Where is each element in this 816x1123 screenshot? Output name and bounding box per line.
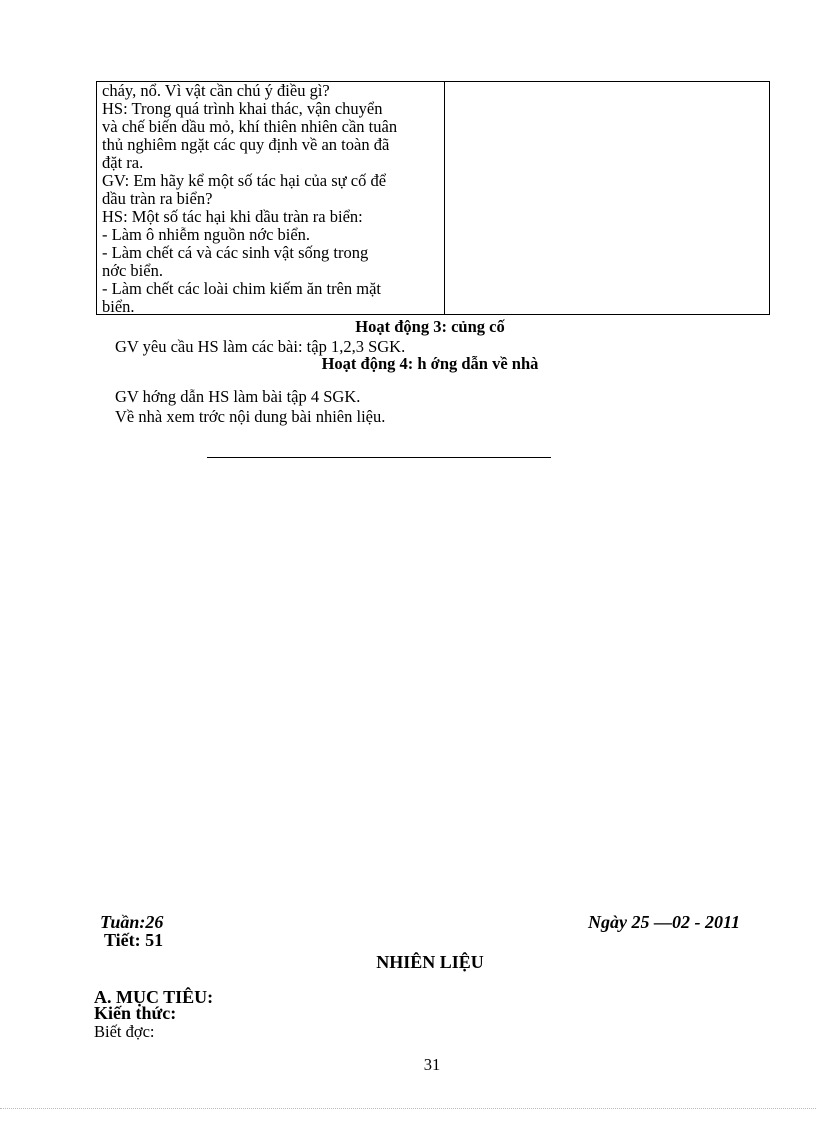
section-divider xyxy=(207,457,551,458)
knowledge-intro: Biết đợc: xyxy=(94,1022,155,1041)
table-line: thủ nghiêm ngặt các quy định về an toàn đã xyxy=(102,135,390,154)
activity3-heading: Hoạt động 3: củng cố xyxy=(355,317,505,336)
table-line: HS: Một số tác hại khi dầu tràn ra biển: xyxy=(102,207,363,226)
table-right-cell xyxy=(445,82,769,314)
activity4-heading: Hoạt động 4: h ớng dẫn về nhà xyxy=(321,354,539,373)
activity3-text: GV yêu cầu HS làm các bài: tập 1,2,3 SGK. xyxy=(115,337,406,356)
section-a-heading: A. MỤC TIÊU: xyxy=(94,987,214,1007)
date-label: Ngày 25 —02 - 2011 xyxy=(588,912,740,932)
table-line: đặt ra. xyxy=(102,153,144,172)
lesson-title: NHIÊN LIỆU xyxy=(376,952,484,972)
table-left-cell xyxy=(97,82,445,314)
table-line: nớc biển. xyxy=(102,261,163,280)
table-line: HS: Trong quá trình khai thác, vận chuyển xyxy=(102,99,383,118)
knowledge-heading: Kiến thức: xyxy=(94,1003,177,1023)
table-line: cháy, nổ. Vì vật cần chú ý điều gì? xyxy=(102,82,330,100)
table-line: - Làm chết các loài chim kiếm ăn trên mặt xyxy=(102,279,382,298)
table-line: dầu tràn ra biển? xyxy=(102,189,213,208)
table-line: - Làm chết cá và các sinh vật sống trong xyxy=(102,243,369,262)
table-line: biển. xyxy=(102,297,135,314)
page-bottom-rule xyxy=(0,1108,816,1109)
table-line: và chế biến dầu mỏ, khí thiên nhiên cần tuân xyxy=(102,117,398,136)
page-number: 31 xyxy=(423,1055,441,1074)
table-line: GV: Em hãy kể một số tác hại của sự cố để xyxy=(102,171,387,190)
week-label: Tuần:26 xyxy=(100,912,164,932)
period-label: Tiết: 51 xyxy=(104,930,164,950)
activity4-line2: Về nhà xem trớc nội dung bài nhiên liệu. xyxy=(115,407,386,426)
table-line: - Làm ô nhiễm nguồn nớc biển. xyxy=(102,225,311,244)
lesson-table xyxy=(96,81,770,315)
activity4-line1: GV hớng dẫn HS làm bài tập 4 SGK. xyxy=(115,387,361,406)
